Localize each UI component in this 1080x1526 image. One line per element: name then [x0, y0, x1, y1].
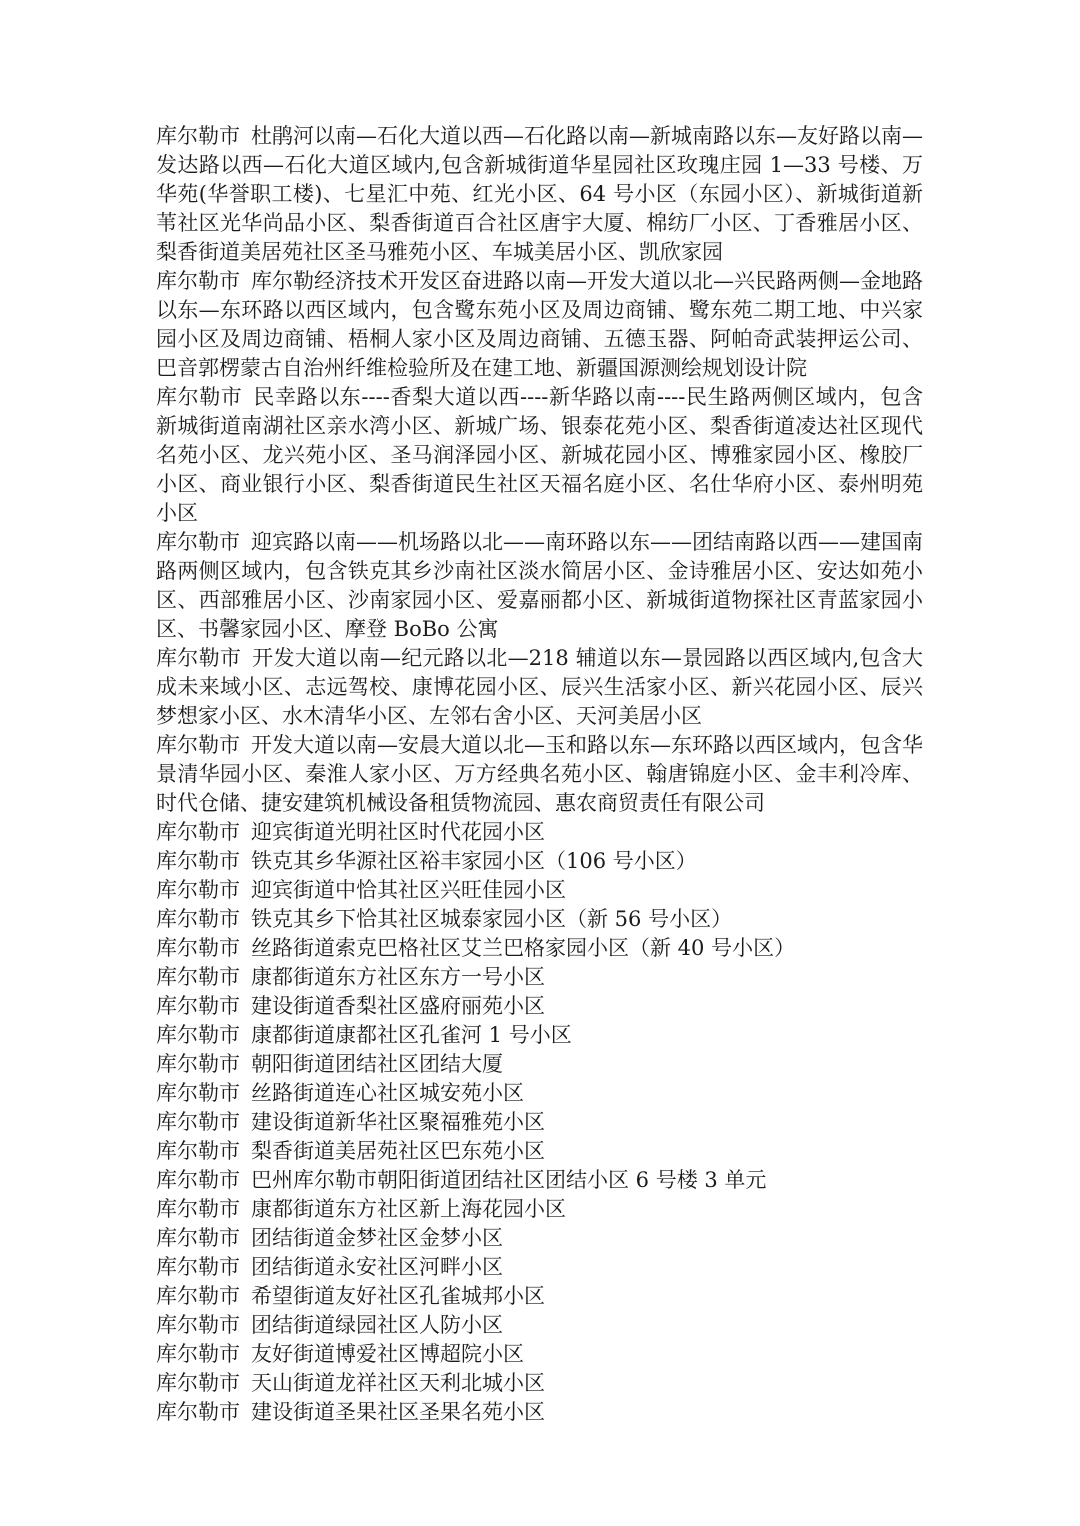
- city-name: 库尔勒市: [156, 1226, 240, 1250]
- city-name: 库尔勒市: [156, 965, 240, 989]
- entry-text: 迎宾路以南——机场路以北——南环路以东——团结南路以西——建国南路两侧区域内，包含铁克其乡沙南社区淡水简居小区、金诗雅居小区、安达如苑小区、西部雅居小区、沙南家园小区、爱嘉丽都小区、新城街道物探社区青蓝家园小区、书馨家园小区、摩登 BoBo 公寓: [156, 530, 923, 641]
- entry-text: 友好街道博爱社区博超院小区: [251, 1342, 524, 1366]
- entry-text: 民幸路以东----香梨大道以西----新华路以南----民生路两侧区域内，包含新城街道南湖社区亲水湾小区、新城广场、银泰花苑小区、梨香街道凌达社区现代名苑小区、龙兴苑小区、圣马润泽园小区、新城花园小区、博雅家园小区、橡胶厂小区、商业银行小区、梨香街道民生社区天福名庭小区、名仕华府小区、泰州明苑小区: [156, 385, 923, 525]
- list-item: [156, 1282, 923, 1311]
- city-name: 库尔勒市: [156, 1197, 240, 1221]
- city-name: 库尔勒市: [156, 1284, 240, 1308]
- entry-text: 丝路街道索克巴格社区艾兰巴格家园小区（新 40 号小区）: [251, 936, 796, 960]
- city-name: 库尔勒市: [156, 1081, 240, 1105]
- list-item: [156, 818, 923, 847]
- entry-text: 开发大道以南—纪元路以北—218 辅道以东—景园路以西区域内,包含大成未来域小区、志远驾校、康博花园小区、辰兴生活家小区、新兴花园小区、辰兴梦想家小区、水木清华小区、左邻右舍小区、天河美居小区: [156, 646, 924, 728]
- city-name: 库尔勒市: [156, 1400, 240, 1424]
- city-name: 库尔勒市: [156, 1110, 240, 1134]
- list-item: [156, 1021, 923, 1050]
- city-name: 库尔勒市: [156, 385, 243, 409]
- city-name: 库尔勒市: [156, 269, 240, 293]
- list-item: [156, 1398, 923, 1427]
- list-item: [156, 1311, 923, 1340]
- city-name: 库尔勒市: [156, 1139, 240, 1163]
- city-name: 库尔勒市: [156, 1313, 240, 1337]
- city-name: 库尔勒市: [156, 124, 240, 148]
- list-item: [156, 934, 923, 963]
- entry-text: 康都街道东方社区新上海花园小区: [251, 1197, 566, 1221]
- entry-text: 建设街道香梨社区盛府丽苑小区: [251, 994, 545, 1018]
- city-name: 库尔勒市: [156, 1255, 240, 1279]
- city-name: 库尔勒市: [156, 878, 240, 902]
- entry-text: 建设街道新华社区聚福雅苑小区: [251, 1110, 545, 1134]
- city-name: 库尔勒市: [156, 530, 240, 554]
- list-item: [156, 1224, 923, 1253]
- entry-text: 迎宾街道中恰其社区兴旺佳园小区: [251, 878, 566, 902]
- city-name: 库尔勒市: [156, 1052, 240, 1076]
- city-name: 库尔勒市: [156, 1342, 240, 1366]
- entry-text: 铁克其乡下恰其社区城泰家园小区（新 56 号小区）: [251, 907, 733, 931]
- entry-text: 团结街道绿园社区人防小区: [251, 1313, 503, 1337]
- city-name: 库尔勒市: [156, 849, 240, 873]
- city-name: 库尔勒市: [156, 936, 240, 960]
- city-name: 库尔勒市: [156, 1023, 240, 1047]
- city-name: 库尔勒市: [156, 1168, 240, 1192]
- list-item: [156, 1050, 923, 1079]
- entry-list: [156, 122, 923, 1427]
- list-item: [156, 1137, 923, 1166]
- entry-text: 团结街道永安社区河畔小区: [251, 1255, 503, 1279]
- city-name: 库尔勒市: [156, 907, 240, 931]
- list-item: [156, 1253, 923, 1282]
- entry-text: 迎宾街道光明社区时代花园小区: [251, 820, 545, 844]
- list-item: [156, 1079, 923, 1108]
- list-item: [156, 383, 923, 528]
- list-item: [156, 963, 923, 992]
- list-item: [156, 267, 923, 383]
- list-item: [156, 1369, 923, 1398]
- list-item: [156, 1108, 923, 1137]
- list-item: [156, 644, 923, 731]
- list-item: [156, 992, 923, 1021]
- entry-text: 康都街道康都社区孔雀河 1 号小区: [251, 1023, 572, 1047]
- entry-text: 团结街道金梦社区金梦小区: [251, 1226, 503, 1250]
- entry-text: 杜鹃河以南—石化大道以西—石化路以南—新城南路以东—友好路以南—发达路以西—石化大道区域内,包含新城街道华星园社区玫瑰庄园 1—33 号楼、万华苑(华誉职工楼)、七星汇中苑、红光小区、64 号小区（东园小区）、新城街道新苇社区光华尚品小区、梨香街道百合社区唐宇大厦、棉纺厂小区、丁香雅居小区、梨香街道美居苑社区圣马雅苑小区、车城美居小区、凯欣家园: [156, 124, 923, 264]
- list-item: [156, 528, 923, 644]
- city-name: 库尔勒市: [156, 820, 240, 844]
- entry-text: 希望街道友好社区孔雀城邦小区: [251, 1284, 545, 1308]
- entry-text: 朝阳街道团结社区团结大厦: [251, 1052, 503, 1076]
- city-name: 库尔勒市: [156, 994, 240, 1018]
- city-name: 库尔勒市: [156, 646, 242, 670]
- list-item: [156, 876, 923, 905]
- list-item: [156, 847, 923, 876]
- list-item: [156, 1340, 923, 1369]
- entry-text: 康都街道东方社区东方一号小区: [251, 965, 545, 989]
- list-item: [156, 122, 923, 267]
- entry-text: 建设街道圣果社区圣果名苑小区: [251, 1400, 545, 1424]
- entry-text: 开发大道以南—安晨大道以北—玉和路以东—东环路以西区域内，包含华景清华园小区、秦淮人家小区、万方经典名苑小区、翰唐锦庭小区、金丰利冷库、时代仓储、捷安建筑机械设备租赁物流园、惠农商贸责任有限公司: [156, 733, 923, 815]
- entry-text: 铁克其乡华源社区裕丰家园小区（106 号小区）: [251, 849, 697, 873]
- city-name: 库尔勒市: [156, 733, 240, 757]
- city-name: 库尔勒市: [156, 1371, 240, 1395]
- entry-text: 梨香街道美居苑社区巴东苑小区: [251, 1139, 545, 1163]
- list-item: [156, 1166, 923, 1195]
- entry-text: 丝路街道连心社区城安苑小区: [251, 1081, 524, 1105]
- list-item: [156, 731, 923, 818]
- list-item: [156, 905, 923, 934]
- entry-text: 库尔勒经济技术开发区奋进路以南—开发大道以北—兴民路两侧—金地路以东—东环路以西区域内，包含鹭东苑小区及周边商铺、鹭东苑二期工地、中兴家园小区及周边商铺、梧桐人家小区及周边商铺、五德玉器、阿帕奇武装押运公司、巴音郭楞蒙古自治州纤维检验所及在建工地、新疆国源测绘规划设计院: [156, 269, 923, 380]
- entry-text: 巴州库尔勒市朝阳街道团结社区团结小区 6 号楼 3 单元: [251, 1168, 767, 1192]
- entry-text: 天山街道龙祥社区天利北城小区: [251, 1371, 545, 1395]
- list-item: [156, 1195, 923, 1224]
